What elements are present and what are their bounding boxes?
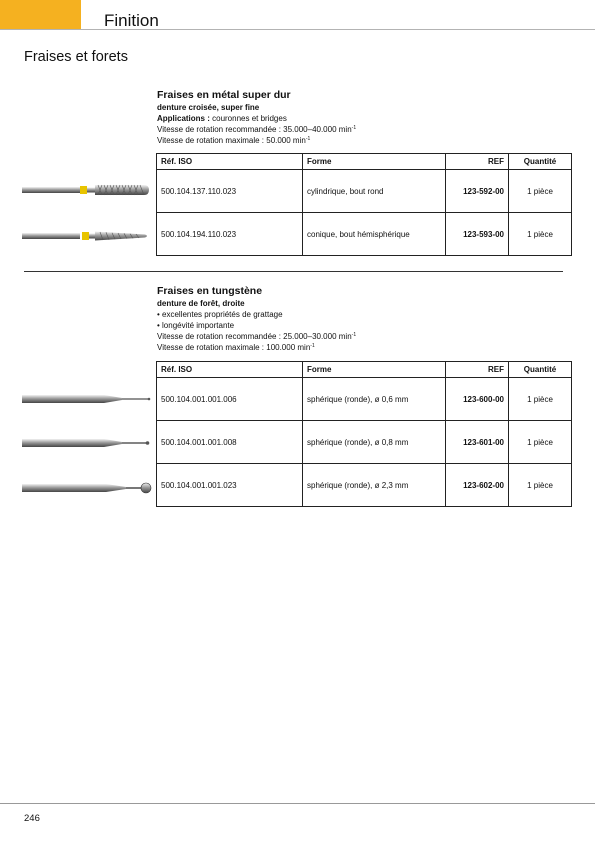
product-table-tungsten <box>156 361 572 507</box>
col-header-forme: Forme <box>303 362 446 378</box>
drill-ball-large-image <box>22 478 152 498</box>
unit-exponent: -1 <box>351 125 357 131</box>
col-header-quantite: Quantité <box>509 154 572 170</box>
page-title: Finition <box>104 11 159 30</box>
product-table-carbide <box>156 153 572 256</box>
header-divider <box>0 29 595 30</box>
col-header-iso: Réf. ISO <box>157 154 303 170</box>
drill-ball-small-image <box>22 390 152 408</box>
cell-quantite: 1 pièce <box>509 464 572 507</box>
cell-forme: cylindrique, bout rond <box>303 170 446 213</box>
cell-iso: 500.104.001.001.008 <box>157 421 303 464</box>
bullet-item: • excellentes propriétés de grattage <box>157 310 283 319</box>
bur-cylindrical-image <box>22 182 150 198</box>
unit-exponent: -1 <box>305 136 311 142</box>
col-header-ref: REF <box>446 154 509 170</box>
cell-quantite: 1 pièce <box>509 213 572 256</box>
speed-max <box>157 135 563 146</box>
speed-recommended <box>157 124 563 135</box>
block-subtitle: denture croisée, super fine <box>157 103 260 112</box>
block-title: Fraises en métal super dur <box>157 89 291 101</box>
speed-max <box>157 342 563 353</box>
speed-recommended-text: Vitesse de rotation recommandée : 25.000–30.000 min <box>157 332 352 341</box>
cell-ref: 123-592-00 <box>446 170 509 213</box>
applications-label: Applications : <box>157 114 210 123</box>
footer-divider <box>0 803 595 804</box>
unit-exponent: -1 <box>310 343 315 349</box>
col-header-iso: Réf. ISO <box>157 362 303 378</box>
cell-iso: 500.104.137.110.023 <box>157 170 303 213</box>
header-accent-bar <box>0 0 81 29</box>
table-row <box>157 213 572 256</box>
cell-forme: sphérique (ronde), ø 2,3 mm <box>303 464 446 507</box>
drill-ball-medium-image <box>22 434 152 452</box>
table-header-row <box>157 154 572 170</box>
cell-forme: sphérique (ronde), ø 0,6 mm <box>303 378 446 421</box>
bur-conical-image <box>22 228 150 244</box>
cell-iso: 500.104.001.001.006 <box>157 378 303 421</box>
cell-iso: 500.104.001.001.023 <box>157 464 303 507</box>
page-number: 246 <box>24 813 40 824</box>
speed-max-text: Vitesse de rotation maximale : 50.000 min <box>157 136 306 145</box>
cell-ref: 123-593-00 <box>446 213 509 256</box>
block-subtitle: denture de forêt, droite <box>157 299 245 308</box>
product-block-tungsten <box>157 285 563 353</box>
cell-iso: 500.104.194.110.023 <box>157 213 303 256</box>
table-header-row <box>157 362 572 378</box>
cell-forme: conique, bout hémisphérique <box>303 213 446 256</box>
section-title: Fraises et forets <box>24 49 128 65</box>
bullet-item: • longévité importante <box>157 321 235 330</box>
cell-ref: 123-600-00 <box>446 378 509 421</box>
speed-recommended-text: Vitesse de rotation recommandée : 35.000–40.000 min <box>157 125 352 134</box>
cell-ref: 123-601-00 <box>446 421 509 464</box>
table-row <box>157 421 572 464</box>
col-header-forme: Forme <box>303 154 446 170</box>
table-row <box>157 170 572 213</box>
col-header-ref: REF <box>446 362 509 378</box>
speed-max-text: Vitesse de rotation maximale : 100.000 min <box>157 343 311 352</box>
col-header-quantite: Quantité <box>509 362 572 378</box>
block-title: Fraises en tungstène <box>157 285 263 297</box>
applications-line <box>157 113 563 124</box>
section-divider <box>24 271 563 272</box>
product-block-carbide <box>157 89 563 146</box>
cell-quantite: 1 pièce <box>509 170 572 213</box>
table-row <box>157 378 572 421</box>
cell-quantite: 1 pièce <box>509 378 572 421</box>
cell-quantite: 1 pièce <box>509 421 572 464</box>
speed-recommended <box>157 331 563 342</box>
unit-exponent: -1 <box>351 332 357 338</box>
table-row <box>157 464 572 507</box>
cell-ref: 123-602-00 <box>446 464 509 507</box>
cell-forme: sphérique (ronde), ø 0,8 mm <box>303 421 446 464</box>
applications-value: couronnes et bridges <box>209 114 287 123</box>
